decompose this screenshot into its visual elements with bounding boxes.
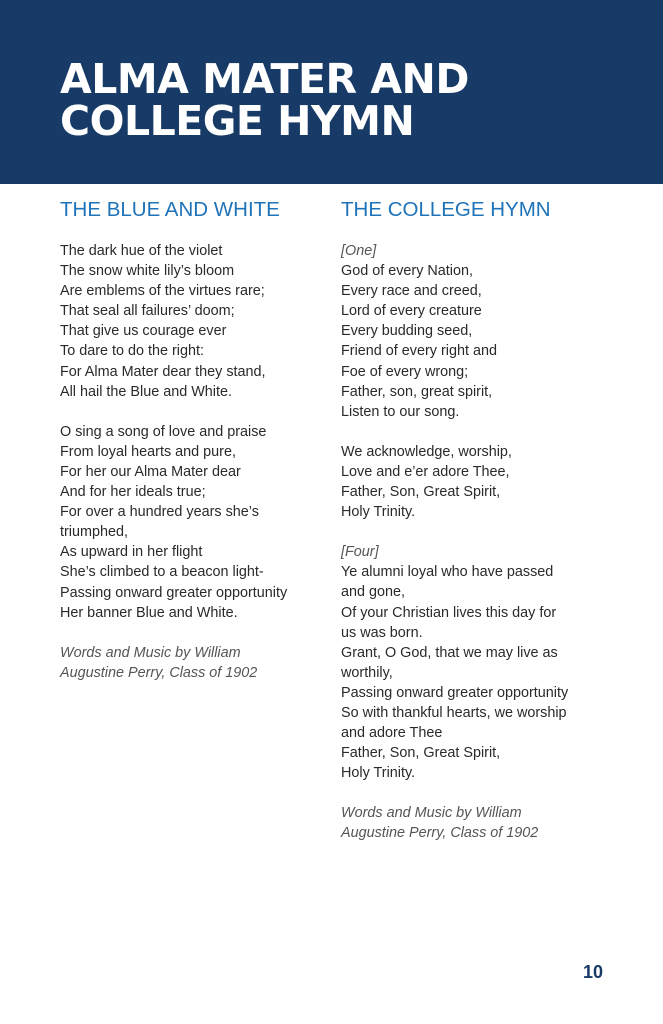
alma-mater-stanza-1 <box>60 241 320 402</box>
lyric-line: Holy Trinity. <box>341 504 416 521</box>
lyric-line: Listen to our song. <box>341 403 460 420</box>
lyric-line: Passing onward greater opportunity <box>341 684 569 701</box>
lyric-line: She’s climbed to a beacon light- <box>60 564 264 581</box>
lyric-line: Of your Christian lives this day for <box>341 604 557 621</box>
alma-mater-heading: THE BLUE AND WHITE <box>60 198 280 221</box>
lyric-line: To dare to do the right: <box>60 343 204 360</box>
lyric-line: Ye alumni loyal who have passed <box>341 564 554 581</box>
college-hymn-credit <box>341 803 641 843</box>
lyric-line: Love and e’er adore Thee, <box>341 463 510 480</box>
lyric-line: As upward in her flight <box>60 544 203 561</box>
lyric-line: For Alma Mater dear they stand, <box>60 363 266 380</box>
lyric-line: The snow white lily’s bloom <box>60 263 235 280</box>
lyric-line: For over a hundred years she’s <box>60 504 259 521</box>
lyric-line: Father, son, great spirit, <box>341 383 493 400</box>
credit-line: Words and Music by William <box>341 805 522 822</box>
lyric-line: So with thankful hearts, we worship <box>341 704 567 721</box>
lyric-line: That give us courage ever <box>60 323 227 340</box>
credit-line: Words and Music by William <box>60 644 241 661</box>
lyric-line: O sing a song of love and praise <box>60 423 267 440</box>
lyric-line: triumphed, <box>60 524 128 541</box>
lyric-line: Passing onward greater opportunity <box>60 584 288 601</box>
lyric-line: Every budding seed, <box>341 323 473 340</box>
lyric-line: Father, Son, Great Spirit, <box>341 484 501 501</box>
lyric-line: Are emblems of the virtues rare; <box>60 283 265 300</box>
college-hymn-heading: THE COLLEGE HYMN <box>341 198 551 221</box>
lyric-line: Every race and creed, <box>341 283 482 300</box>
college-hymn-column <box>341 198 641 864</box>
lyric-line: Lord of every creature <box>341 303 482 320</box>
lyric-line: All hail the Blue and White. <box>60 383 232 400</box>
lyric-line: That seal all failures’ doom; <box>60 303 235 320</box>
lyric-line: Holy Trinity. <box>341 765 416 782</box>
lyric-line: From loyal hearts and pure, <box>60 443 236 460</box>
page-title-line-1: ALMA MATER AND <box>60 55 469 103</box>
lyric-line: Friend of every right and <box>341 343 497 360</box>
lyric-line: For her our Alma Mater dear <box>60 463 241 480</box>
credit-line: Augustine Perry, Class of 1902 <box>341 825 539 842</box>
page-title <box>60 55 469 145</box>
alma-mater-credit <box>60 643 320 683</box>
lyric-line: We acknowledge, worship, <box>341 443 512 460</box>
hymn-verse-one <box>341 241 641 422</box>
lyric-line: worthily, <box>341 664 393 681</box>
verse-label: [One] <box>341 243 377 259</box>
lyric-line: Grant, O God, that we may live as <box>341 644 558 661</box>
lyric-line: us was born. <box>341 624 423 641</box>
lyric-line: Foe of every wrong; <box>341 363 469 380</box>
lyric-line: God of every Nation, <box>341 263 473 280</box>
hymn-verse-four <box>341 542 641 783</box>
verse-label: [Four] <box>341 544 379 561</box>
page-number: 10 <box>582 962 603 982</box>
hymn-chorus <box>341 442 641 522</box>
alma-mater-column <box>60 198 320 703</box>
lyric-line: The dark hue of the violet <box>60 243 223 259</box>
lyric-line: Her banner Blue and White. <box>60 604 238 621</box>
lyric-line: Father, Son, Great Spirit, <box>341 745 501 762</box>
credit-line: Augustine Perry, Class of 1902 <box>60 664 258 681</box>
lyric-line: and adore Thee <box>341 725 443 742</box>
page-title-line-2: COLLEGE HYMN <box>60 97 415 145</box>
alma-mater-stanza-2 <box>60 422 320 623</box>
lyric-line: And for her ideals true; <box>60 484 206 501</box>
lyric-line: and gone, <box>341 584 406 601</box>
